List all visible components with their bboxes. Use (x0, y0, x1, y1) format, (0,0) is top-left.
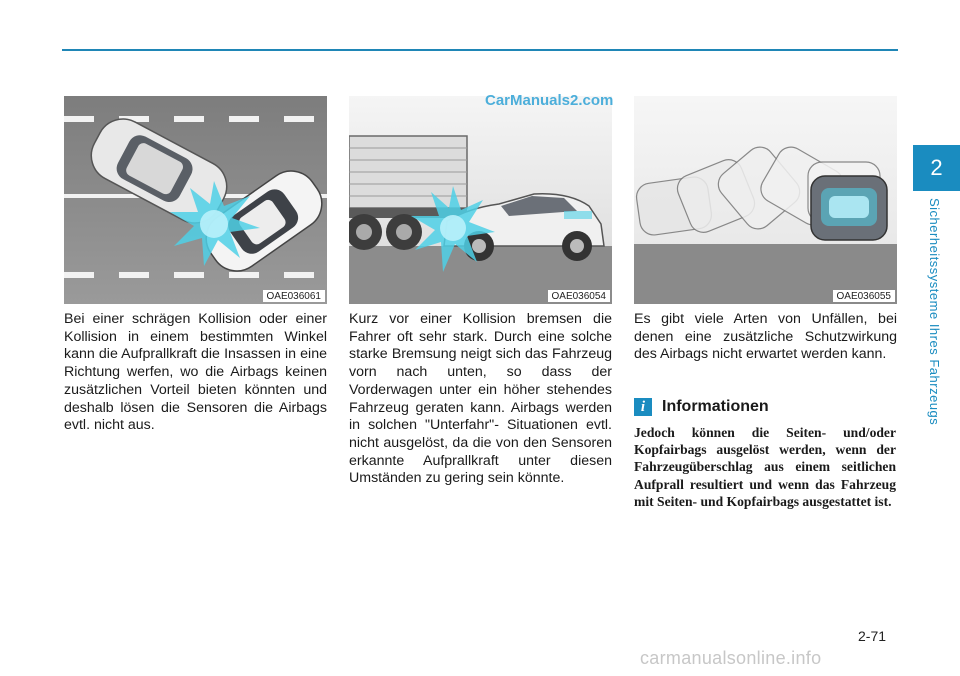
figure-underride (349, 96, 612, 304)
column-1-text: Bei einer schrägen Kollision oder einer Kollision in einem bestimmten Winkel kann die Aufprallkraft die Insassen in eine Richtung werfen, wo die Airbags keinen zusätzlichen Vorteil bieten könnten und deshalb lösen die Sensoren die Airbags evtl. nicht aus. (64, 311, 327, 434)
watermark-top: CarManuals2.com (485, 92, 614, 109)
info-title: Informationen (662, 398, 769, 415)
chapter-number: 2 (930, 155, 943, 180)
info-icon: i (634, 398, 652, 416)
header-rule (62, 49, 898, 51)
figure-rollover (634, 96, 897, 304)
column-2-text: Kurz vor einer Kollision bremsen die Fahrer oft sehr stark. Durch eine solche starke Bremsung neigt sich das Fahrzeug vorn nach unten, so dass der Vorderwagen unter ein höher stehendes Fahrzeug geraten kann. Airbags werden in solchen "Unterfahr"- Situationen evtl. nicht ausgelöst, da die von den Sensoren erkannte Aufprallkraft unter diesen Umständen zu gering sein könnte. (349, 311, 612, 487)
chapter-tab (913, 145, 960, 191)
angled-collision-illustration (64, 96, 327, 304)
figure-angled-collision (64, 96, 327, 304)
column-3-text: Es gibt viele Arten von Unfällen, bei denen eine zusätzliche Schutzwirkung des Airbags nicht erwartet werden kann. (634, 311, 897, 363)
rollover-illustration (634, 96, 897, 304)
chapter-title: Sicherheitssysteme Ihres Fahrzeugs (927, 198, 942, 426)
figure-code: OAE036055 (833, 290, 896, 302)
underride-collision-illustration (349, 96, 612, 304)
figure-code: OAE036054 (548, 290, 611, 302)
watermark-bottom: carmanualsonline.info (640, 648, 822, 668)
page-number: 2-71 (858, 628, 887, 644)
highlighted-car (811, 176, 887, 240)
info-header (634, 398, 769, 416)
info-text: Jedoch können die Seiten- und/oder Kopfairbags ausgelöst werden, wenn der Fahrzeugüberschlag aus einem seitlichen Aufprall resultiert und wenn das Fahrzeug mit Seiten- und Kopfairbags ausgestattet ist. (634, 425, 896, 509)
figure-code: OAE036061 (263, 290, 326, 302)
